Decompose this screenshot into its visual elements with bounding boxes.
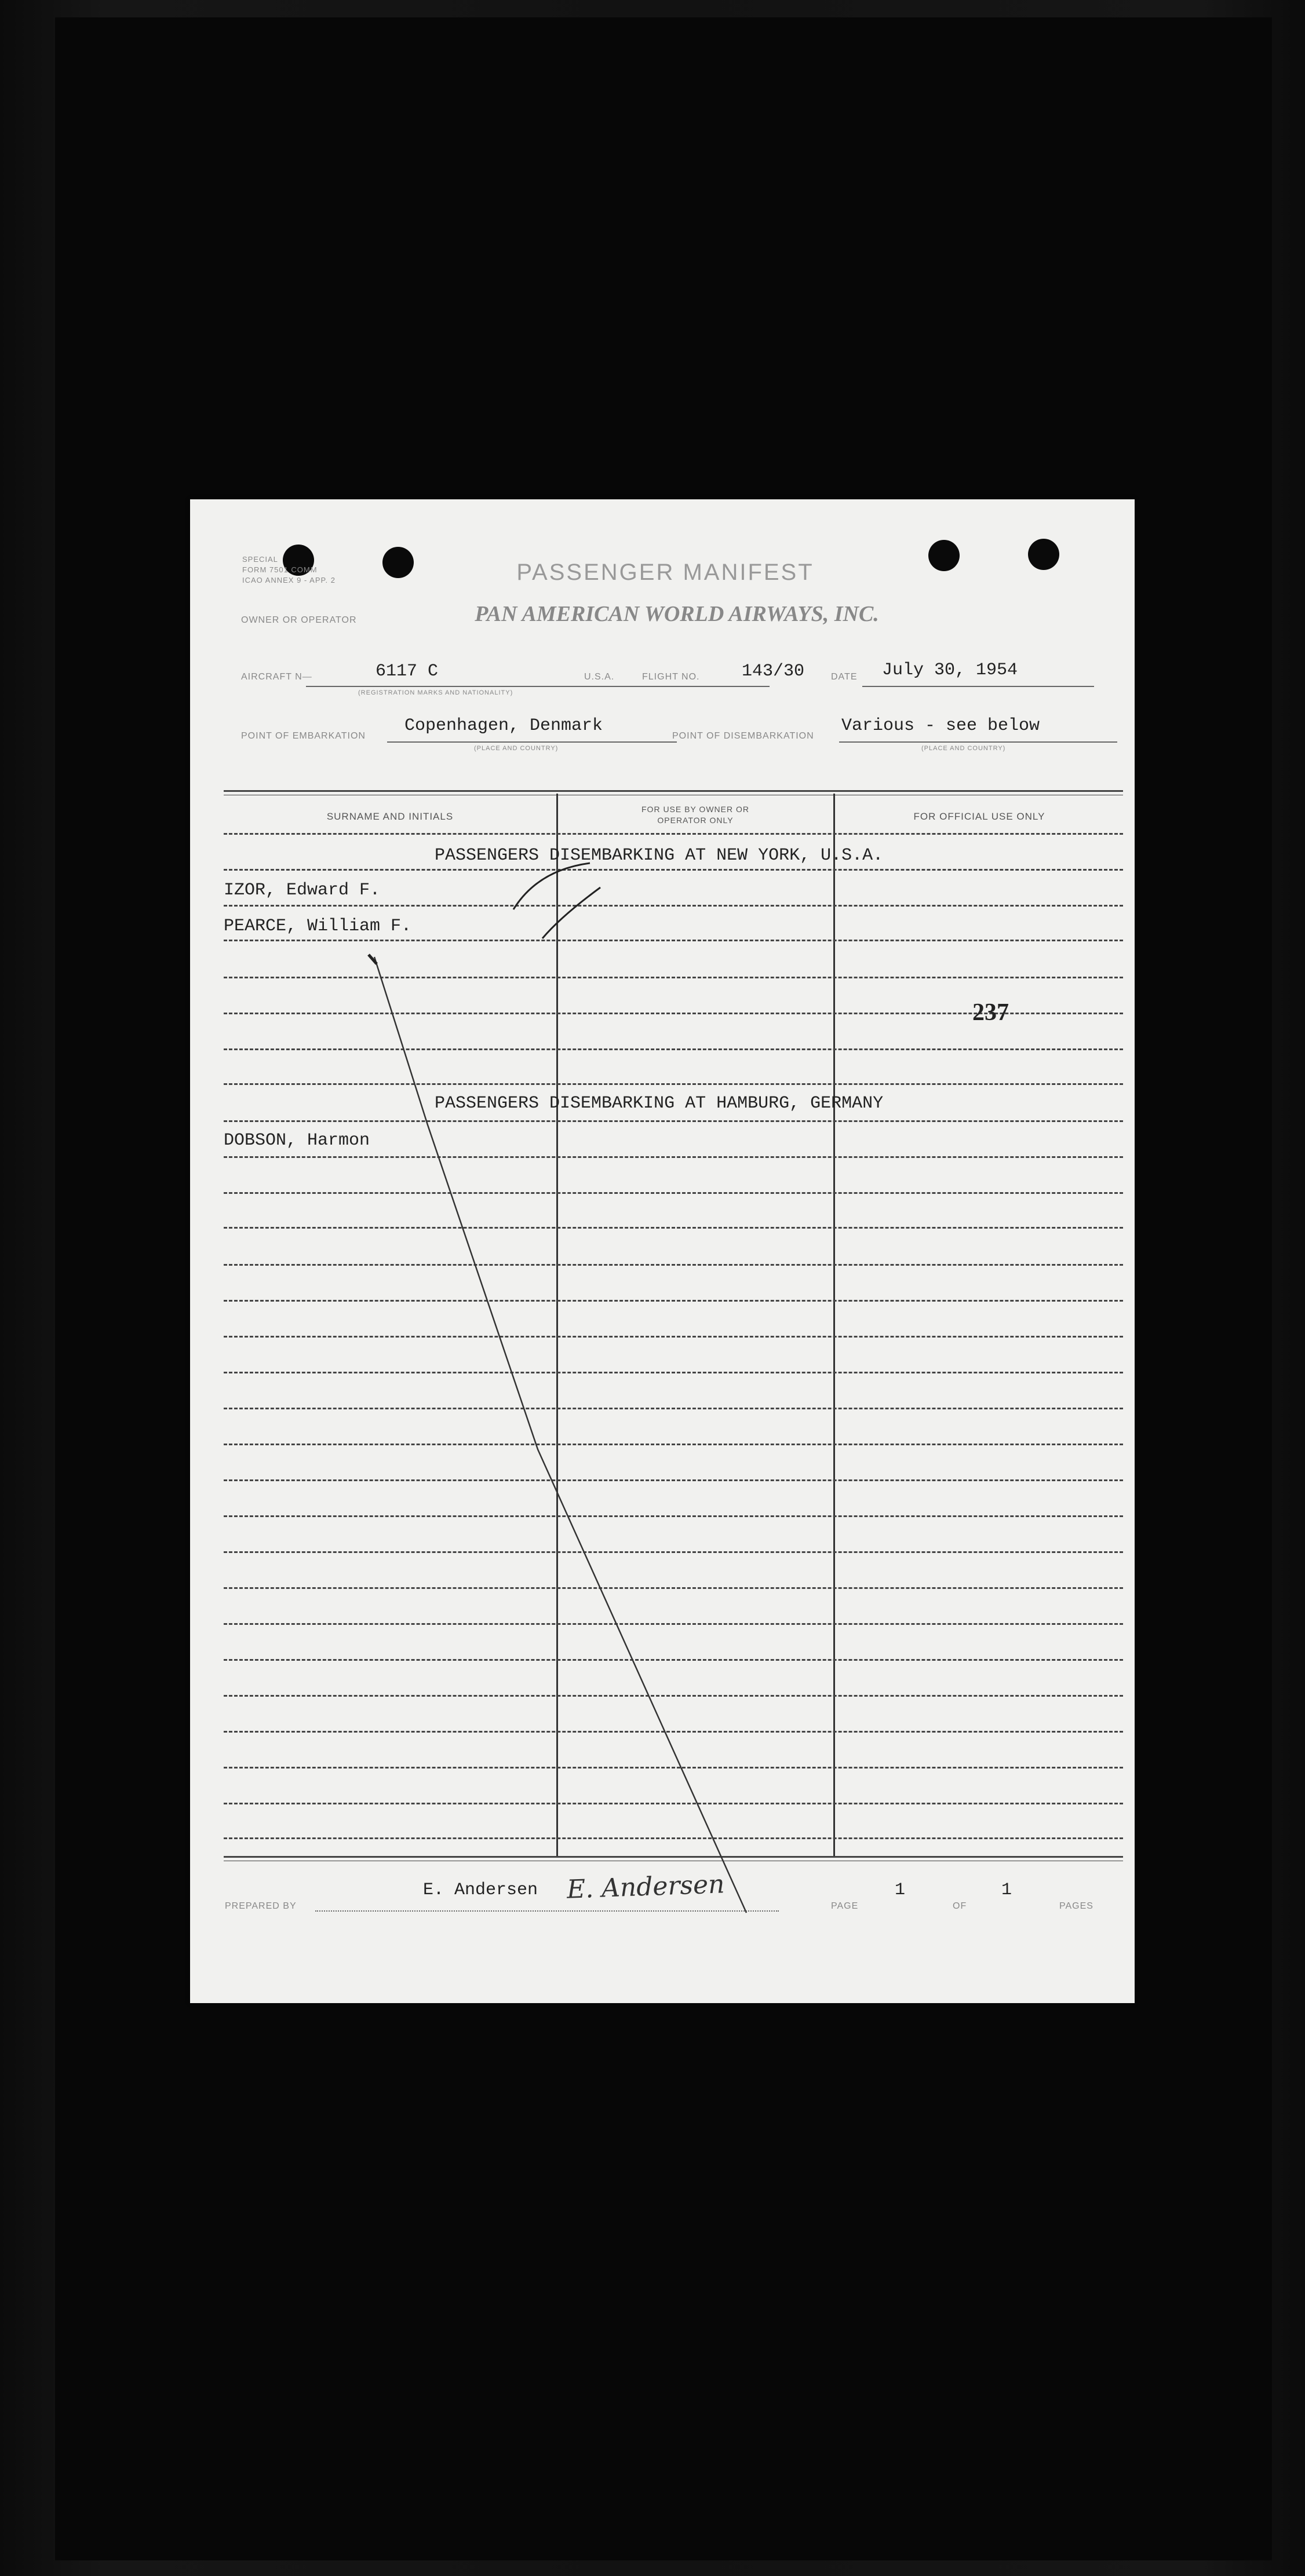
disembarkation-value: Various - see below — [841, 716, 1040, 736]
passenger-name: IZOR, Edward F. — [224, 880, 381, 900]
passenger-name: DOBSON, Harmon — [224, 1131, 370, 1150]
aircraft-label: AIRCRAFT N— — [241, 672, 312, 682]
flight-value: 143/30 — [742, 662, 805, 681]
embarkation-label: POINT OF EMBARKATION — [241, 731, 366, 741]
column-header-official: FOR OFFICIAL USE ONLY — [913, 811, 1045, 822]
aircraft-value: 6117 C — [376, 662, 439, 681]
disembarkation-label: POINT OF DISEMBARKATION — [672, 731, 814, 741]
form-title: PASSENGER MANIFEST — [516, 560, 814, 585]
passenger-name: PEARCE, William F. — [224, 916, 412, 936]
manifest-sheet — [190, 499, 1135, 2003]
owner-label: OWNER OR OPERATOR — [241, 615, 357, 625]
flight-label: FLIGHT NO. — [642, 672, 700, 682]
place-note-1: (PLACE AND COUNTRY) — [474, 745, 559, 752]
page-total: 1 — [1001, 1880, 1012, 1900]
prepared-by-label: PREPARED BY — [225, 1901, 297, 1911]
date-label: DATE — [831, 672, 858, 682]
prepared-by-underline — [315, 1910, 779, 1912]
country-mark: U.S.A. — [584, 672, 615, 682]
section-heading-new-york: PASSENGERS DISEMBARKING AT NEW YORK, U.S.A. — [435, 846, 884, 865]
of-label: OF — [953, 1901, 967, 1911]
date-value: July 30, 1954 — [882, 660, 1018, 680]
column-header-operator: FOR USE BY OWNER OR OPERATOR ONLY — [641, 805, 749, 825]
pages-label: PAGES — [1059, 1901, 1093, 1911]
column-header-surname: SURNAME AND INITIALS — [326, 811, 454, 822]
signature: E. Andersen — [566, 1869, 726, 1905]
section-heading-hamburg: PASSENGERS DISEMBARKING AT HAMBURG, GERMANY — [435, 1094, 884, 1113]
embarkation-value: Copenhagen, Denmark — [404, 716, 603, 736]
pen-marks — [190, 499, 1135, 2003]
official-entry-number: 237 — [972, 999, 1009, 1026]
form-corner-note: SPECIAL FORM 7501 COMM ICAO ANNEX 9 - APP. 2 — [242, 555, 336, 584]
airline-name: PAN AMERICAN WORLD AIRWAYS, INC. — [475, 602, 879, 626]
registration-note: (REGISTRATION MARKS AND NATIONALITY) — [358, 689, 513, 696]
prepared-by-value: E. Andersen — [423, 1880, 538, 1900]
page-label: PAGE — [831, 1901, 859, 1911]
page-number: 1 — [895, 1880, 906, 1900]
place-note-2: (PLACE AND COUNTRY) — [921, 745, 1006, 752]
